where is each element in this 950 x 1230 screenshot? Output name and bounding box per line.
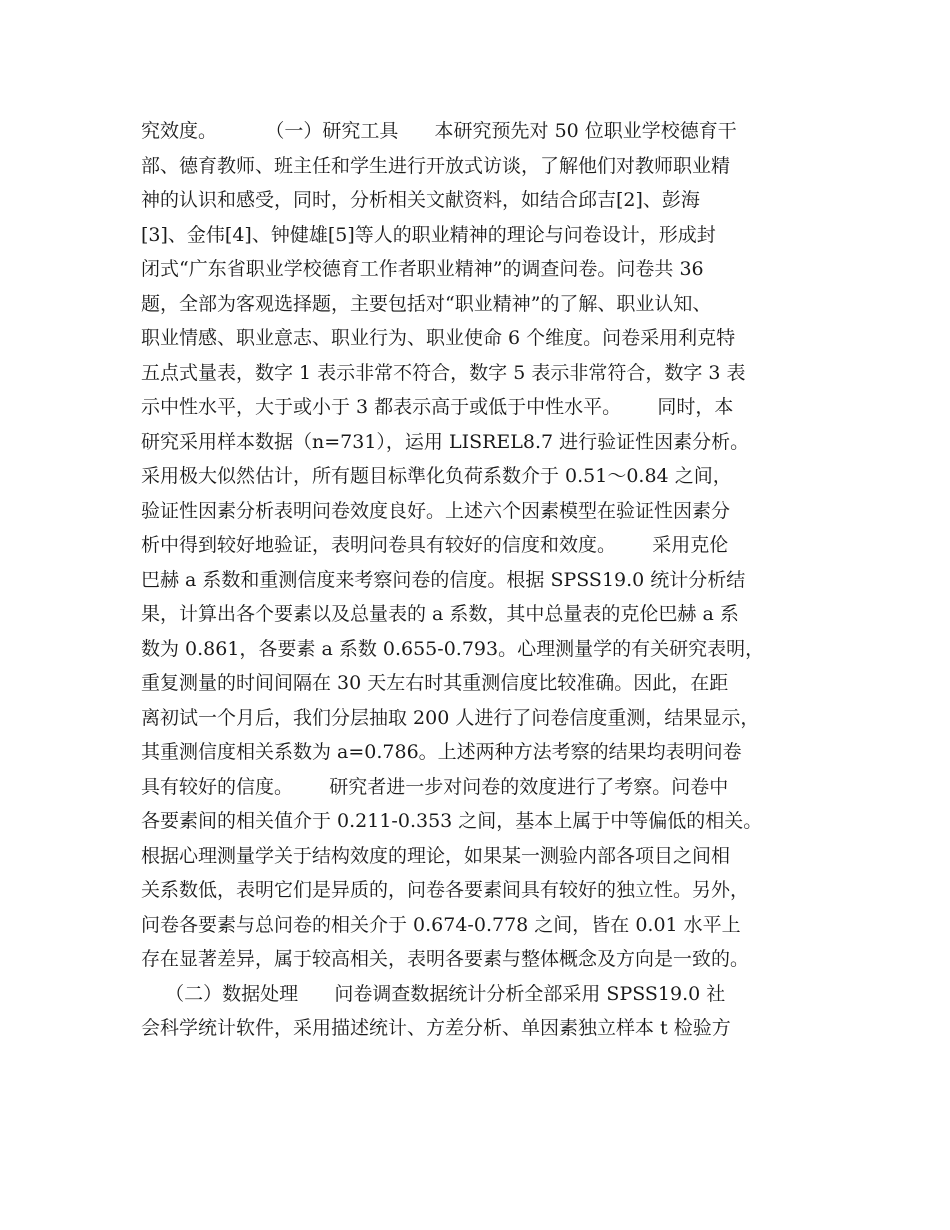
text-line: 重复测量的时间间隔在 30 天左右时其重测信度比较准确。因此，在距 [141,672,729,694]
text-line: （二）数据处理 问卷调查数据统计分析全部采用 SPSS19.0 社 [141,982,726,1005]
text-line: 五点式量表，数字 1 表示非常不符合，数字 5 表示非常符合，数字 3 表 [141,361,746,384]
body-text [141,114,831,1046]
text-line: 离初试一个月后，我们分层抽取 200 人进行了问卷信度重测，结果显示， [141,706,760,729]
text-line: 果，计算出各个要素以及总量表的 a 系数，其中总量表的克伦巴赫 a 系 [141,603,739,625]
text-line: 闭式“广东省职业学校德育工作者职业精神”的调查问卷。问卷共 36 [141,258,704,280]
text-line: 验证性因素分析表明问卷效度良好。上述六个因素模型在验证性因素分 [141,499,731,522]
text-line: 析中得到较好地验证，表明问卷具有较好的信度和效度。 采用克伦 [141,534,729,556]
text-line: 巴赫 a 系数和重测信度来考察问卷的信度。根据 SPSS19.0 统计分析结 [141,568,746,591]
text-line: [3]、金伟[4]、钟健雄[5]等人的职业精神的理论与问卷设计，形成封 [141,223,716,246]
text-line: 会科学统计软件，采用描述统计、方差分析、单因素独立样本 t 检验方 [141,1017,731,1039]
text-line: 数为 0.861，各要素 a 系数 0.655-0.793。心理测量学的有关研究表明， [141,637,765,660]
text-line: 部、德育教师、班主任和学生进行开放式访谈，了解他们对教师职业精 [141,154,731,177]
text-line: 采用极大似然估计，所有题目标準化负荷系数介于 0.51～0.84 之间， [141,465,732,487]
text-line: 其重测信度相关系数为 a=0.786。上述两种方法考察的结果均表明问卷 [141,741,742,763]
text-line: 神的认识和感受，同时，分析相关文献资料，如结合邱吉[2]、彭海 [141,189,700,211]
text-line: 存在显著差异，属于较高相关，表明各要素与整体概念及方向是一致的。 [141,948,750,970]
text-line: 问卷各要素与总问卷的相关介于 0.674-0.778 之间，皆在 0.01 水平上 [141,913,741,936]
text-line: 关系数低，表明它们是异质的，问卷各要素间具有较好的独立性。另外， [141,879,750,901]
text-line: 各要素间的相关值介于 0.211-0.353 之间，基本上属于中等偏低的相关。 [141,810,763,832]
text-line: 具有较好的信度。 研究者进一步对问卷的效度进行了考察。问卷中 [141,775,729,798]
text-line: 研究采用样本数据（n=731），运用 LISREL8.7 进行验证性因素分析。 [141,430,750,453]
text-line: 职业情感、职业意志、职业行为、职业使命 6 个维度。问卷采用利克特 [141,327,736,349]
text-line: 究效度。 （一）研究工具 本研究预先对 50 位职业学校德育干 [141,120,737,142]
text-line: 题，全部为客观选择题，主要包括对“职业精神”的了解、职业认知、 [141,292,712,315]
text-line: 示中性水平，大于或小于 3 都表示高于或低于中性水平。 同时，本 [141,396,734,418]
text-line: 根据心理测量学关于结构效度的理论，如果某一测验内部各项目之间相 [141,844,731,867]
